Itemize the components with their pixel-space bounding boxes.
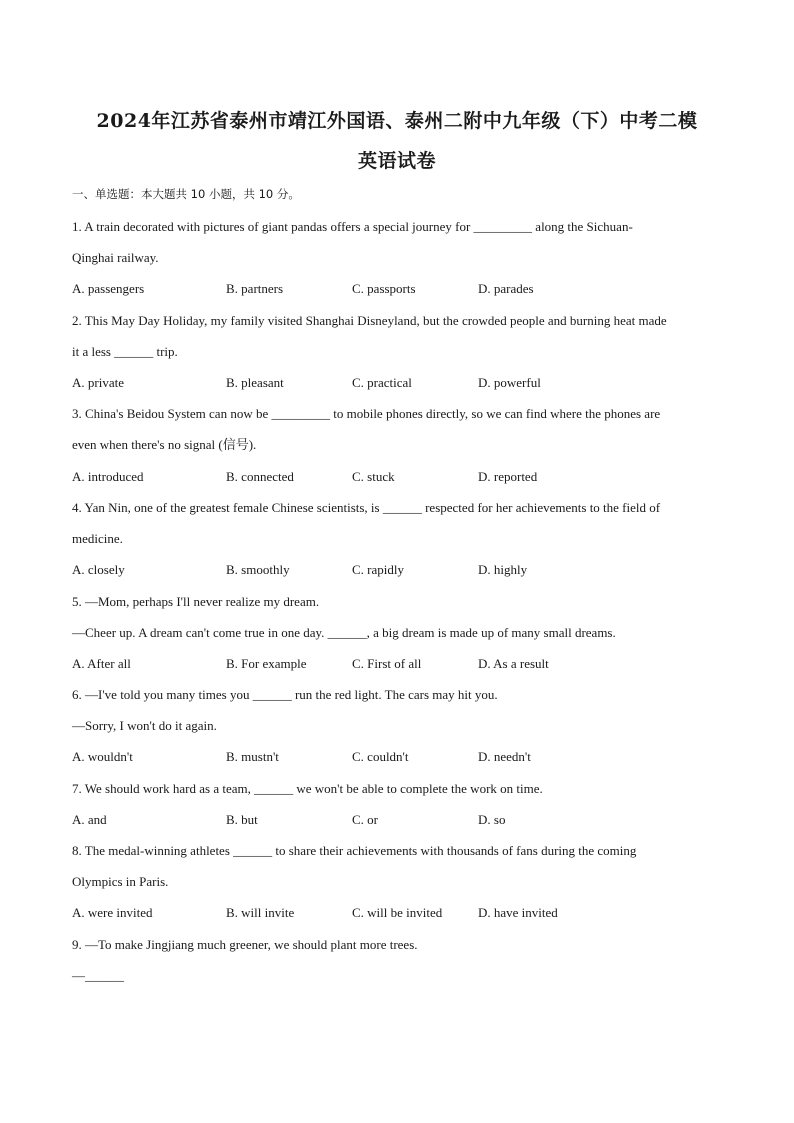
- question-8-line-2: Olympics in Paris.: [72, 874, 169, 889]
- question-3-option-c: C. stuck: [352, 469, 395, 484]
- question-3-option-a: A. introduced: [72, 469, 144, 484]
- question-5-line-2: —Cheer up. A dream can't come true in one day. ______, a big dream is made up of many small dreams.: [72, 625, 616, 640]
- question-7-option-a: A. and: [72, 812, 107, 827]
- question-7-line-1: 7. We should work hard as a team, ______ we won't be able to complete the work on time.: [72, 781, 543, 796]
- question-8-line-1: 8. The medal-winning athletes ______ to share their achievements with thousands of fans during the coming: [72, 843, 637, 858]
- question-2-option-b: B. pleasant: [226, 375, 284, 390]
- question-6-option-b: B. mustn't: [226, 749, 279, 764]
- question-2-option-c: C. practical: [352, 375, 412, 390]
- question-3-option-b: B. connected: [226, 469, 294, 484]
- question-5-option-a: A. After all: [72, 656, 131, 671]
- question-8-option-b: B. will invite: [226, 905, 295, 920]
- question-1-line-1: 1. A train decorated with pictures of giant pandas offers a special journey for _________ along the Sichuan-: [72, 219, 633, 234]
- question-1-option-c: C. passports: [352, 281, 416, 296]
- question-4-line-2: medicine.: [72, 531, 123, 546]
- question-8-option-a: A. were invited: [72, 905, 153, 920]
- question-4-option-d: D. highly: [478, 562, 528, 577]
- question-7-option-d: D. so: [478, 812, 506, 827]
- question-5-option-b: B. For example: [226, 656, 307, 671]
- exam-title-line-1: 2024年江苏省泰州市靖江外国语、泰州二附中九年级（下）中考二模: [96, 110, 698, 132]
- question-4-option-b: B. smoothly: [226, 562, 290, 577]
- question-2-option-d: D. powerful: [478, 375, 541, 390]
- question-8-option-d: D. have invited: [478, 905, 558, 920]
- question-2-option-a: A. private: [72, 375, 124, 390]
- question-9-line-1: 9. —To make Jingjiang much greener, we should plant more trees.: [72, 937, 418, 952]
- question-4-option-a: A. closely: [72, 562, 125, 577]
- question-1-option-a: A. passengers: [72, 281, 145, 296]
- question-6-line-1: 6. —I've told you many times you ______ run the red light. The cars may hit you.: [72, 687, 498, 702]
- question-5-option-d: D. As a result: [478, 656, 549, 671]
- exam-title-line-2: 英语试卷: [357, 150, 436, 172]
- question-1-option-d: D. parades: [478, 281, 534, 296]
- question-7-option-c: C. or: [352, 812, 378, 827]
- question-2-line-2: it a less ______ trip.: [72, 344, 178, 359]
- question-4-option-c: C. rapidly: [352, 562, 404, 577]
- question-7-option-b: B. but: [226, 812, 258, 827]
- question-6-line-2: —Sorry, I won't do it again.: [72, 718, 217, 733]
- question-3-option-d: D. reported: [478, 469, 538, 484]
- question-9-line-2: —______: [72, 968, 124, 983]
- question-3-line-1: 3. China's Beidou System can now be _________ to mobile phones directly, so we can find where the phones are: [72, 406, 661, 421]
- question-6-option-c: C. couldn't: [352, 749, 409, 764]
- question-5-option-c: C. First of all: [352, 656, 422, 671]
- section-heading: 一、单选题：本大题共 10 小题，共 10 分。: [72, 187, 300, 201]
- question-8-option-c: C. will be invited: [352, 905, 443, 920]
- question-1-option-b: B. partners: [226, 281, 284, 296]
- question-6-option-a: A. wouldn't: [72, 749, 133, 764]
- question-3-line-2: even when there's no signal (信号).: [72, 437, 257, 452]
- question-5-line-1: 5. —Mom, perhaps I'll never realize my dream.: [72, 594, 320, 609]
- question-2-line-1: 2. This May Day Holiday, my family visited Shanghai Disneyland, but the crowded people and burning heat made: [72, 313, 667, 328]
- question-6-option-d: D. needn't: [478, 749, 531, 764]
- question-1-line-2: Qinghai railway.: [72, 250, 159, 265]
- question-4-line-1: 4. Yan Nin, one of the greatest female Chinese scientists, is ______ respected for her achievements to the field of: [72, 500, 661, 515]
